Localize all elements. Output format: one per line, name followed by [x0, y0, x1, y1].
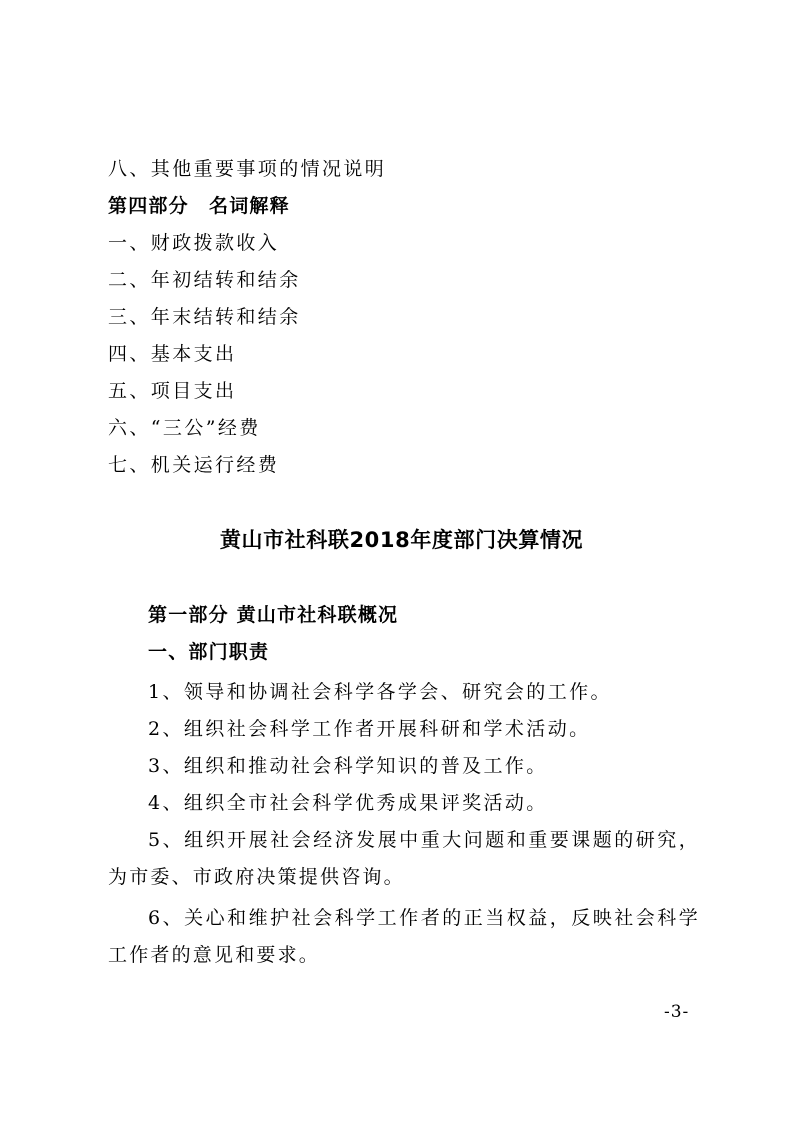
- duty-item: 3、组织和推动社会科学知识的普及工作。: [148, 755, 548, 777]
- toc-item-other-matters: 八、其他重要事项的情况说明: [108, 158, 387, 180]
- toc-term-project-expenditure: 五、项目支出: [108, 380, 237, 402]
- toc-part4-heading: 第四部分 名词解释: [108, 195, 290, 217]
- section1-heading: 一、部门职责: [148, 641, 270, 663]
- document-title: 黄山市社科联2018年度部门决算情况: [219, 528, 584, 552]
- toc-term-ending-balance: 三、年末结转和结余: [108, 306, 301, 328]
- duty-item-wrapped: 5、组织开展社会经济发展中重大问题和重要课题的研究，为市委、市政府决策提供咨询。: [108, 829, 700, 888]
- toc-term-three-public-expenses: 六、“三公”经费: [108, 417, 261, 439]
- toc-term-operating-expenses: 七、机关运行经费: [108, 454, 280, 476]
- duty-item-wrapped: 6、关心和维护社会科学工作者的正当权益，反映社会科学工作者的意见和要求。: [108, 907, 700, 966]
- duty-item: 2、组织社会科学工作者开展科研和学术活动。: [148, 718, 591, 740]
- duty-item: 4、组织全市社会科学优秀成果评奖活动。: [148, 792, 548, 814]
- page-number: -3-: [664, 1002, 690, 1022]
- toc-term-basic-expenditure: 四、基本支出: [108, 343, 237, 365]
- duty-item: 1、领导和协调社会科学各学会、研究会的工作。: [148, 681, 612, 703]
- part1-heading: 第一部分 黄山市社科联概况: [148, 604, 399, 626]
- toc-term-fiscal-income: 一、财政拨款收入: [108, 232, 280, 254]
- toc-term-beginning-balance: 二、年初结转和结余: [108, 269, 301, 291]
